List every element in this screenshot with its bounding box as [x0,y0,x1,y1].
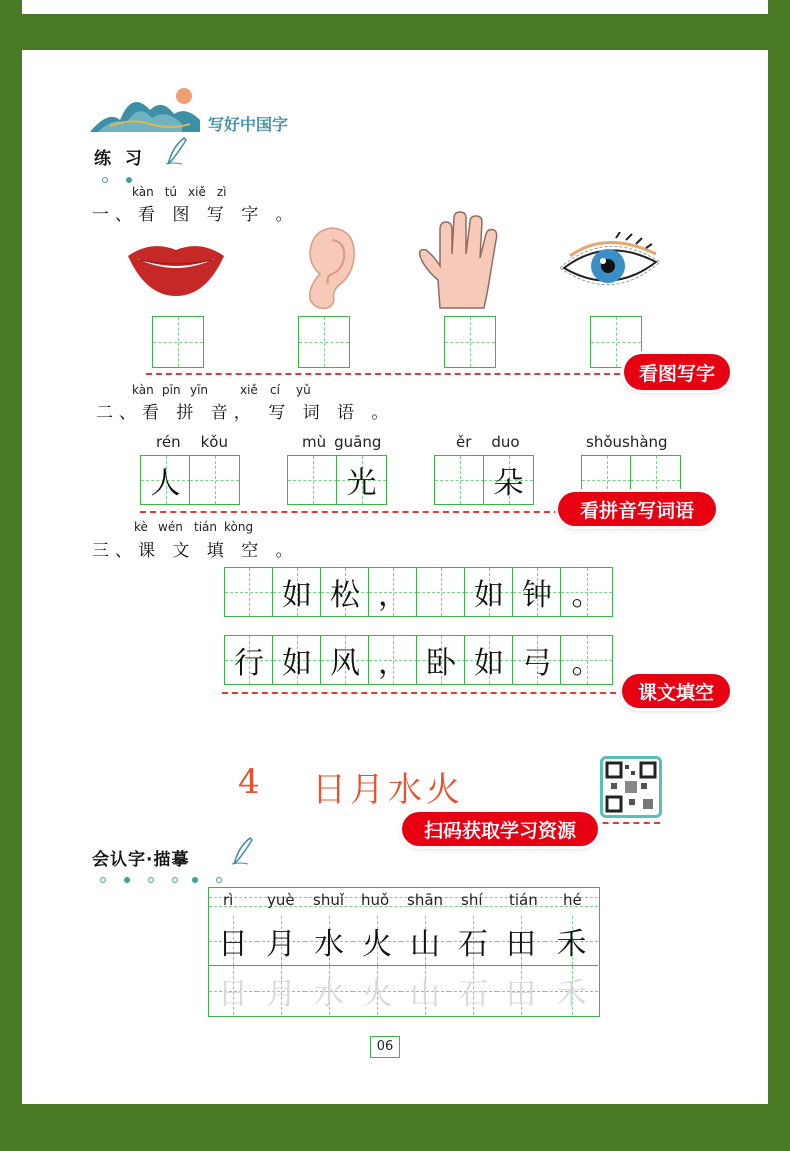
qr-code-icon[interactable] [600,756,662,818]
top-page-strip [22,0,768,14]
q3-row2-cell: 行 [224,635,274,685]
char-cell: 火 [353,916,402,966]
q3-row2-cell: 。 [560,635,613,685]
q2-divider [140,511,560,513]
q2-word3-box2[interactable]: 朵 [483,455,534,505]
q2-word3-pinyin: ěr duo [456,433,520,451]
q1-title: 一、看 图 写 字 。 [92,205,299,225]
q3-row2-cell: 风 [320,635,370,685]
eye-image [556,232,666,296]
page-number: 06 [370,1036,400,1058]
recognize-grid [208,887,600,1017]
q3-row-1 [224,567,613,617]
q3-row2-cell: 弓 [512,635,562,685]
q1-pinyin: kàn tú xiě zì [132,185,227,199]
recognize-dots [100,868,240,887]
char-cell: 日 [209,916,258,966]
trace-cell[interactable]: 月 [257,966,306,1015]
lesson-title: 日月水火 [312,770,464,810]
q1-box-hand[interactable] [444,316,496,368]
q1-divider [146,373,630,375]
q3-row2-cell: ， [368,635,418,685]
q3-row1-cell: 钟 [512,567,562,617]
char-cell: 山 [401,916,450,966]
char-cell: 田 [497,916,546,966]
q3-divider [222,692,626,694]
q2-badge[interactable]: 看拼音写词语 [558,492,716,526]
q3-row2-cell: 如 [464,635,514,685]
char-cell: 月 [257,916,306,966]
pen-icon [230,836,254,866]
q3-row2-cell: 如 [272,635,322,685]
char-cell: 禾 [545,916,598,966]
q2-word2-box2[interactable]: 光 [336,455,387,505]
q2-word2-pinyin: mù guāng [302,433,382,451]
q2-word3-box1[interactable] [434,455,485,505]
hand-image [418,210,502,310]
q2-word2-box1[interactable] [287,455,338,505]
q3-row-2 [224,635,613,685]
q3-row2-cell: 卧 [416,635,466,685]
q2-word1-box1[interactable]: 人 [140,455,191,505]
trace-cell[interactable]: 山 [401,966,450,1015]
brand-title: 写好中国字 [208,115,289,134]
q3-row1-cell: 松 [320,567,370,617]
ear-image [302,226,358,310]
q3-row1-cell[interactable] [416,567,466,617]
char-cell: 水 [305,916,354,966]
lips-image [126,238,226,298]
q2-word4-pinyin: shǒushàng [586,433,668,451]
recognize-heading: 会认字·描摹 [92,850,190,870]
q3-row1-cell: 如 [272,567,322,617]
q2-title: 二、看 拼 音， 写 词 语 。 [96,403,395,423]
char-cell: 石 [449,916,498,966]
q3-row1-cell: 。 [560,567,613,617]
q3-title: 三、课 文 填 空 。 [92,541,299,561]
q3-badge[interactable]: 课文填空 [622,674,730,708]
q1-box-ear[interactable] [298,316,350,368]
practice-heading: 练 习 [94,149,146,169]
trace-cell[interactable]: 石 [449,966,498,1015]
lesson-number: 4 [238,762,264,802]
q1-badge[interactable]: 看图写字 [624,354,730,390]
mountain-logo-icon [90,80,208,134]
q2-word1-box2[interactable] [189,455,240,505]
q3-row1-cell: ， [368,567,418,617]
pinyin-row: rì yuè shuǐ huǒ shān shí tián hé [209,888,598,917]
q2-word1-pinyin: rén kǒu [156,433,228,451]
trace-cell[interactable]: 日 [209,966,258,1015]
workbook-page: 写好中国字 练 习 kàn tú xiě zì 一、看 图 写 字 。 看图写字 kàn pīn yīn xiě cí yǔ 二、看 拼 音， 写 词 语 。 rén kǒu mù guāng ěr duo shǒushàng 人 光 朵 看拼音写词语 kè wén tián kòng 三、课 文 填 空 。 如 松 ， 如 钟 。 行 如 风 ， 卧 如 弓 。 课文填空 4 日月水火 扫码获取学习资源 会认字·描摹 rì yuè shuǐ huǒ shān shí tián hé 日 月 水 火 山 石 田 禾 日 月 水 火 山 石 田 禾 06 [22,50,768,1104]
trace-cell[interactable]: 田 [497,966,546,1015]
pen-icon [164,136,188,166]
qr-badge[interactable]: 扫码获取学习资源 [402,812,598,846]
trace-cell[interactable]: 禾 [545,966,598,1015]
trace-cell[interactable]: 水 [305,966,354,1015]
trace-cell[interactable]: 火 [353,966,402,1015]
q3-row1-cell[interactable] [224,567,274,617]
q1-box-lips[interactable] [152,316,204,368]
q3-row1-cell: 如 [464,567,514,617]
